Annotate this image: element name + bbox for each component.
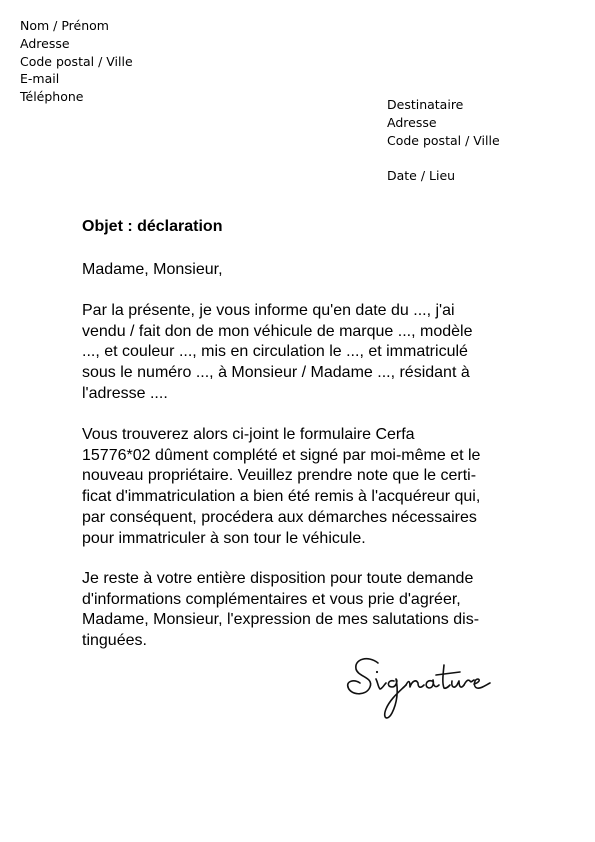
paragraph-line: nouveau propriétaire. Veuillez prendre note que le certi- bbox=[82, 467, 477, 485]
paragraph-line: tinguées. bbox=[82, 632, 147, 650]
paragraph-line: Par la présente, je vous informe qu'en date du ..., j'ai bbox=[82, 302, 455, 319]
paragraph-line: l'adresse .... bbox=[82, 384, 168, 402]
paragraph-line: Je reste à votre entière disposition pour toute demande bbox=[82, 570, 474, 587]
sender-email: E-mail bbox=[20, 71, 60, 87]
signature-icon bbox=[340, 645, 500, 725]
paragraph-line: Vous trouverez alors ci-joint le formulaire Cerfa bbox=[82, 426, 415, 443]
recipient-name: Destinataire bbox=[387, 97, 464, 112]
recipient-address: Adresse bbox=[387, 114, 437, 130]
sender-phone: Téléphone bbox=[20, 89, 84, 105]
salutation bbox=[82, 260, 522, 281]
paragraph-line: vendu / fait don de mon véhicule de marque ..., modèle bbox=[82, 322, 473, 340]
paragraph-line: pour immatriculer à son tour le véhicule. bbox=[82, 529, 366, 547]
sender-block bbox=[20, 17, 133, 106]
paragraph-line: sous le numéro ..., à Monsieur / Madame ..., résidant à bbox=[82, 364, 470, 382]
sender-postal-city: Code postal / Ville bbox=[20, 53, 133, 69]
recipient-postal-city: Code postal / Ville bbox=[387, 132, 500, 148]
paragraph-2 bbox=[82, 425, 522, 549]
letter-subject: Objet : déclaration bbox=[82, 218, 223, 235]
paragraph-line: ficat d'immatriculation a bien été remis à l'acquéreur qui, bbox=[82, 488, 481, 506]
paragraph-3 bbox=[82, 569, 522, 652]
paragraph-line: d'informations complémentaires et vous prie d'agréer, bbox=[82, 590, 461, 608]
recipient-block bbox=[387, 96, 500, 149]
paragraph-line: 15776*02 dûment complété et signé par moi-même et le bbox=[82, 446, 481, 464]
paragraph-line: ..., et couleur ..., mis en circulation le ..., et immatriculé bbox=[82, 343, 468, 361]
paragraph-line: par conséquent, procédera aux démarches nécessaires bbox=[82, 508, 477, 526]
salutation-text: Madame, Monsieur, bbox=[82, 261, 223, 278]
sender-address: Adresse bbox=[20, 35, 70, 51]
paragraph-line: Madame, Monsieur, l'expression de mes salutations dis- bbox=[82, 611, 480, 629]
sender-name: Nom / Prénom bbox=[20, 18, 109, 33]
date-place: Date / Lieu bbox=[387, 168, 456, 183]
paragraph-1 bbox=[82, 301, 522, 405]
